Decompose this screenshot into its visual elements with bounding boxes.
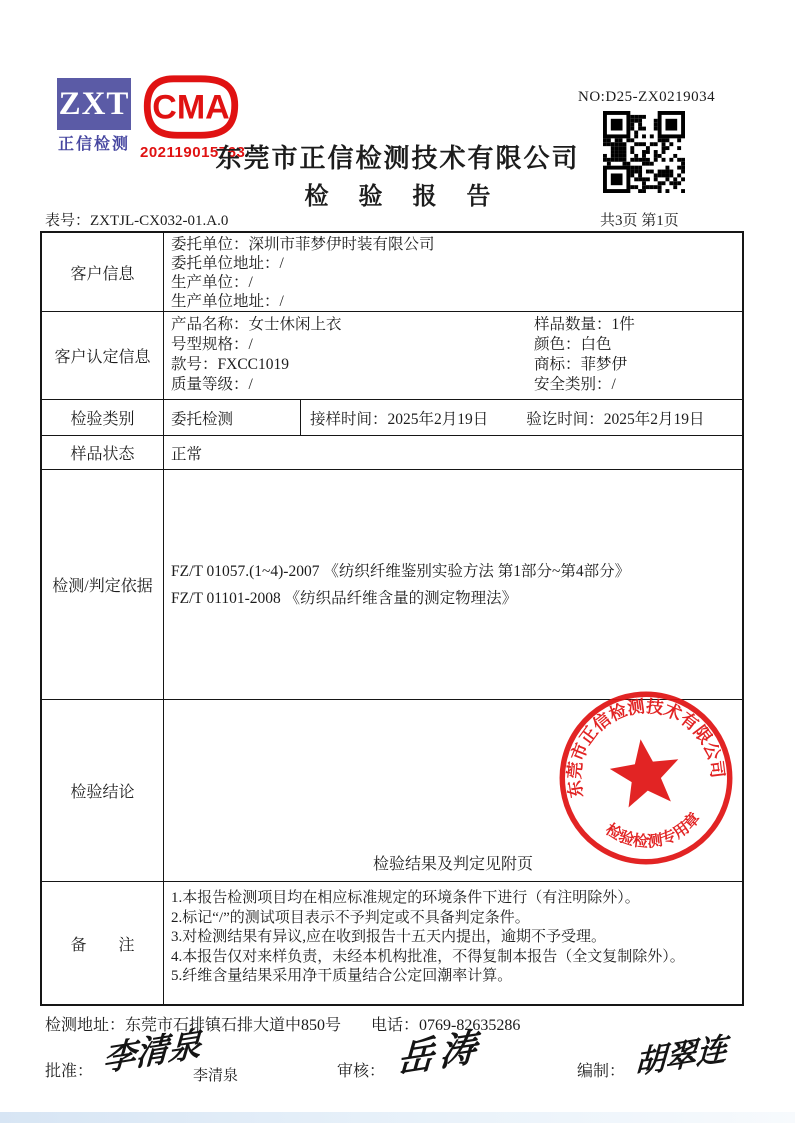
sample-status-value: 正常 [171, 445, 203, 463]
basis-standard-1: FZ/T 01057.(1~4)-2007 《纺织纤维鉴别实验方法 第1部分~第4部分》 [171, 562, 631, 580]
approve-label: 批准： [45, 1063, 94, 1080]
remark-3: 3.对检测结果有异议,应在收到报告十五天内提出，逾期不予受理。 [171, 929, 607, 945]
identified-right-column [534, 315, 742, 399]
entrusting-unit: 委托单位：深圳市菲梦伊时装有限公司 [171, 236, 435, 253]
prepare-label: 编制： [577, 1063, 626, 1080]
customer-info-content [164, 233, 742, 311]
test-basis-label: 检测/判定依据 [42, 470, 164, 699]
remarks-content [164, 882, 742, 1004]
prepare-signature: 胡翠连 [634, 1030, 728, 1081]
sample-status-label: 样品状态 [42, 436, 164, 469]
company-name-title: 东莞市正信检测技术有限公司 [215, 144, 580, 173]
red-company-seal [555, 687, 737, 869]
cma-accreditation-icon [142, 73, 240, 143]
approve-printed-name: 李清泉 [193, 1068, 239, 1084]
report-title: 检 验 报 告 [304, 184, 503, 210]
customer-identified-content [164, 312, 742, 399]
form-number: 表号：ZXTJL-CX032-01.A.0 [45, 213, 229, 229]
customer-identified-label: 客户认定信息 [42, 312, 164, 399]
seal-type-text: 检验检测专用章 [602, 809, 704, 851]
row-customer-identified-info [42, 311, 742, 399]
row-test-basis [42, 469, 742, 699]
model-spec: 号型规格：/ [171, 336, 253, 353]
inspection-category-label: 检验类别 [42, 400, 164, 435]
basis-standard-2: FZ/T 01101-2008 《纺织品纤维含量的测定物理法》 [171, 589, 518, 607]
seal-star-icon [606, 734, 684, 809]
inspection-times [301, 400, 742, 435]
sample-quantity: 样品数量：1件 [534, 316, 635, 333]
production-unit: 生产单位：/ [171, 274, 253, 291]
remark-2: 2.标记“/”的测试项目表示不予判定或不具备判定条件。 [171, 909, 530, 926]
inspection-finished-time: 验讫时间：2025年2月19日 [526, 410, 705, 428]
zxt-logo-caption: 正信检测 [57, 136, 130, 153]
style-number: 款号：FXCC1019 [171, 356, 289, 373]
trademark: 商标：菲梦伊 [534, 356, 628, 373]
review-signature: 岳涛 [396, 1026, 484, 1082]
remark-4: 4.本报告仅对来样负责，未经本机构批准，不得复制本报告（全文复制除外）。 [171, 948, 685, 965]
review-label: 审核： [337, 1063, 386, 1080]
conclusion-label: 检验结论 [42, 700, 164, 881]
inspection-category-value: 委托检测 [164, 400, 301, 435]
entrusting-unit-address: 委托单位地址：/ [171, 255, 284, 272]
approve-signature: 李清泉 [102, 1026, 202, 1079]
cma-certificate-number: 202119015763 [140, 144, 246, 161]
row-sample-status [42, 435, 742, 469]
conclusion-content [164, 696, 742, 881]
sample-received-time: 接样时间：2025年2月19日 [310, 410, 489, 428]
test-address: 检测地址：东莞市石排镇石排大道中850号 [45, 1017, 342, 1034]
identified-left-column [164, 315, 534, 399]
row-conclusion [42, 696, 742, 881]
remark-5: 5.纤维含量结果采用净干质量结合公定回潮率计算。 [171, 968, 513, 984]
cma-logo-text: CMA [152, 88, 230, 127]
color: 颜色：白色 [534, 336, 612, 353]
production-unit-address: 生产单位地址：/ [171, 293, 284, 310]
zxt-logo-text: ZXT [58, 85, 130, 122]
seal-company-text: 东莞市正信检测技术有限公司 [565, 696, 727, 800]
row-remarks [42, 881, 742, 1004]
customer-info-label: 客户信息 [42, 233, 164, 311]
row-inspection-category [42, 399, 742, 435]
safety-category: 安全类别：/ [534, 376, 616, 393]
row-customer-info [42, 233, 742, 311]
test-basis-content [164, 470, 742, 699]
phone-number: 电话：0769-82635286 [371, 1017, 521, 1034]
report-table [40, 231, 744, 1006]
product-name: 产品名称：女士休闲上衣 [171, 316, 342, 333]
conclusion-note: 检验结果及判定见附页 [372, 856, 533, 873]
remark-1: 1.本报告检测项目均在相应标准规定的环境条件下进行（有注明除外）。 [171, 890, 640, 906]
remarks-label: 备 注 [42, 882, 164, 1004]
quality-grade: 质量等级：/ [171, 376, 253, 393]
page-count: 共3页 第1页 [600, 213, 679, 229]
bottom-edge-band [0, 1112, 795, 1123]
zxt-logo [57, 78, 131, 130]
report-number: NO:D25-ZX0219034 [578, 89, 716, 105]
